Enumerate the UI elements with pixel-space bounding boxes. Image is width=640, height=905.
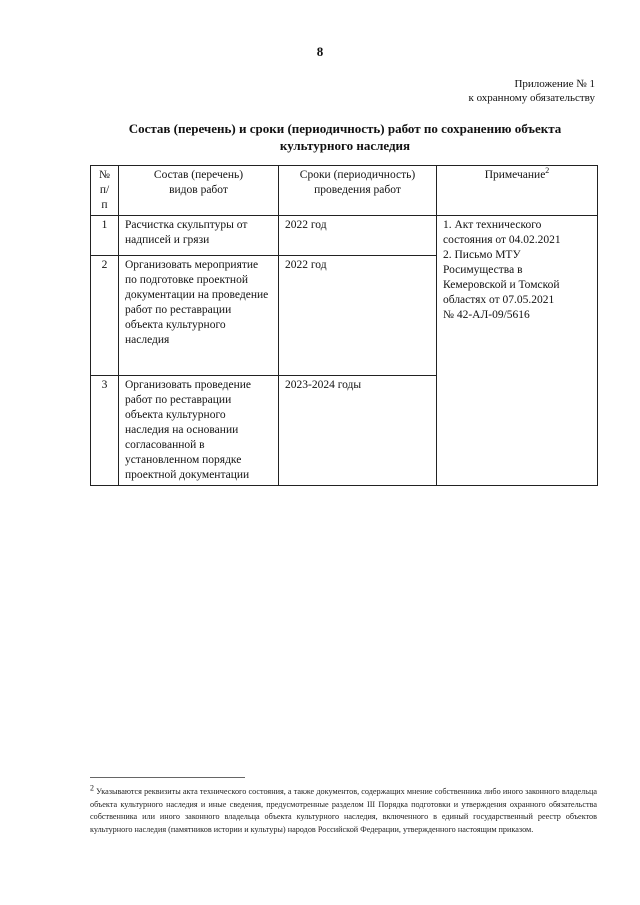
header-terms-line-2: проведения работ <box>314 184 401 196</box>
row-number: 2 <box>91 256 119 376</box>
note-line: Росимущества в <box>443 264 523 276</box>
note-line: областях от 07.05.2021 <box>443 294 555 306</box>
appendix-reference <box>468 77 595 105</box>
header-number <box>91 166 119 216</box>
note-line: Кемеровской и Томской <box>443 279 560 291</box>
footnote-mark: 2 <box>90 783 94 793</box>
table-header-row <box>91 166 598 216</box>
row-term: 2022 год <box>279 256 437 376</box>
header-note-label: Примечание <box>484 169 546 181</box>
row-work: Организовать проведение работ по реставрации объекта культурного наследия на основании согласованной в установленном порядке проектной документации <box>119 376 279 486</box>
note-line: № 42-АЛ-09/5616 <box>443 309 530 321</box>
row-number: 1 <box>91 216 119 256</box>
page-number: 8 <box>316 44 324 59</box>
document-title-line-1: Состав (перечень) и сроки (периодичность) работ по сохранению объекта <box>128 121 562 136</box>
header-note <box>437 166 598 216</box>
header-terms-line-1: Сроки (периодичность) <box>299 169 416 181</box>
header-number-line-1: № <box>99 169 110 181</box>
row-number: 3 <box>91 376 119 486</box>
row-work: Организовать мероприятие по подготовке проектной документации на проведение работ по реставрации объекта культурного наследия <box>119 256 279 376</box>
footnote <box>90 783 597 836</box>
header-works-line-1: Состав (перечень) <box>153 169 244 181</box>
appendix-line-1: Приложение № 1 <box>514 78 595 90</box>
row-work: Расчистка скульптуры от надписей и грязи <box>119 216 279 256</box>
document-title <box>90 120 600 154</box>
header-number-line-2: п/п <box>99 184 110 211</box>
row-term: 2022 год <box>279 216 437 256</box>
footnote-reference-mark: 2 <box>545 166 550 176</box>
header-terms <box>279 166 437 216</box>
document-title-line-2: культурного наследия <box>279 138 411 153</box>
header-works <box>119 166 279 216</box>
works-table <box>90 165 598 486</box>
note-line: 2. Письмо МТУ <box>443 249 521 261</box>
appendix-line-2: к охранному обязательству <box>468 92 595 104</box>
table-row <box>91 216 598 256</box>
footnote-text: Указываются реквизиты акта технического состояния, а также документов, содержащих мнение собственника либо иного законного владельца объекта культурного наследия и иные сведения, предусмотренные разделом III Порядка подготовки и утверждения охранного обязательства собственника или иного законного владельца объекта культурного наследия, включенного в единый государственный реестр объектов культурного наследия (памятников истории и культуры) народов Российской Федерации, утвержденного настоящим приказом. <box>90 787 597 834</box>
note-line: состояния от 04.02.2021 <box>443 234 561 246</box>
row-note <box>437 216 598 486</box>
note-line: 1. Акт технического <box>443 219 542 231</box>
row-term: 2023-2024 годы <box>279 376 437 486</box>
footnote-separator <box>90 777 245 778</box>
header-works-line-2: видов работ <box>169 184 228 196</box>
